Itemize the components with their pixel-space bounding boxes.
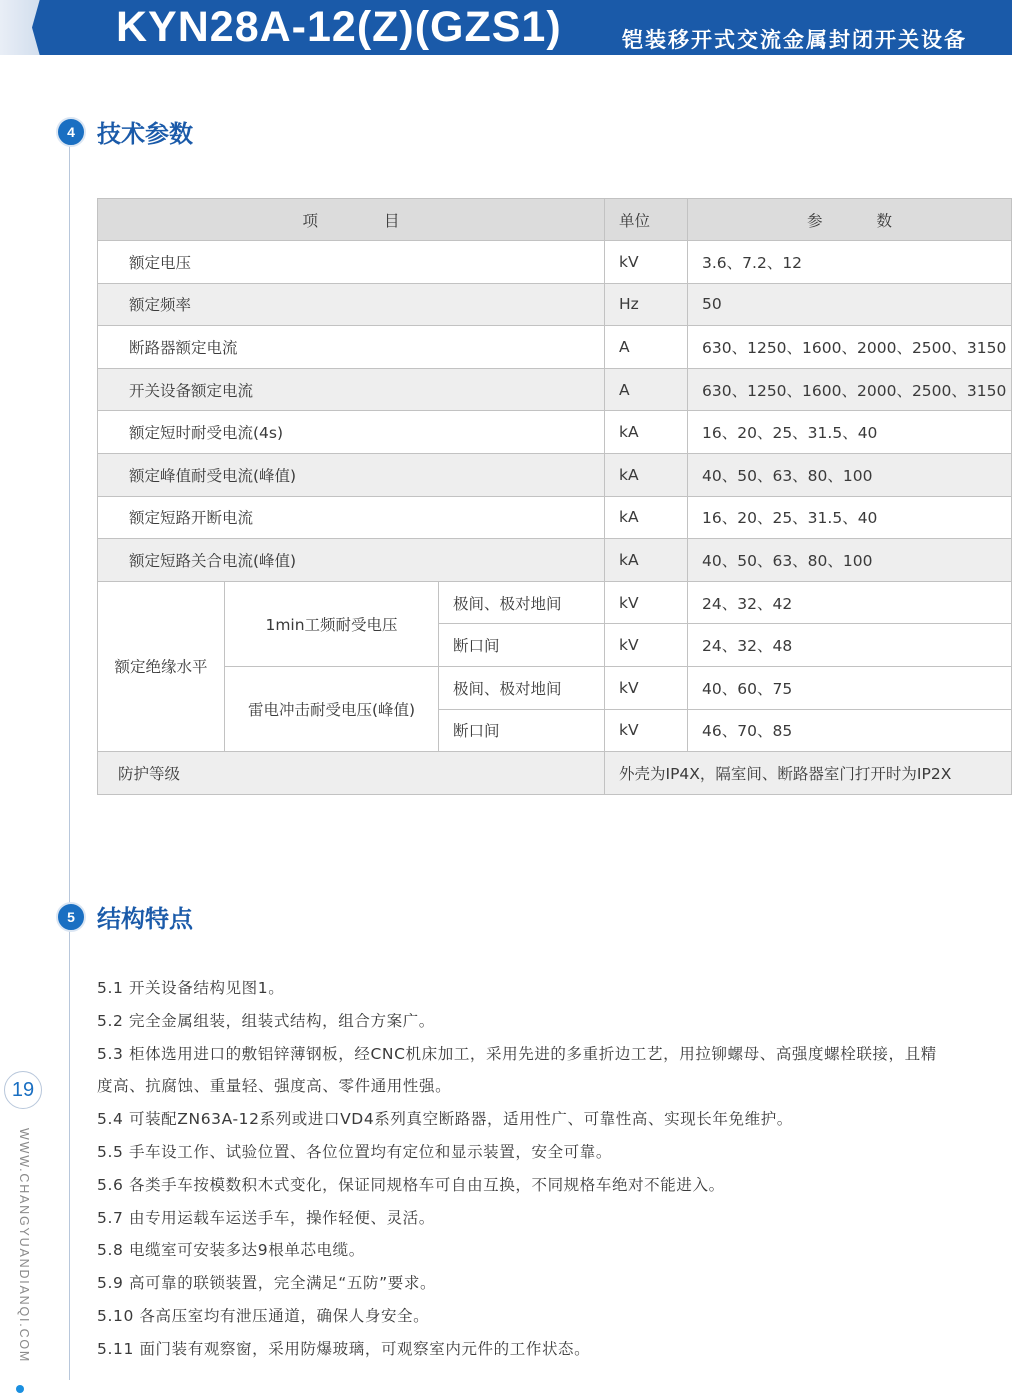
row-value: 3.6、7.2、12 xyxy=(688,241,1012,284)
list-item: 5.11 面门装有观察窗，采用防爆玻璃，可观察室内元件的工作状态。 xyxy=(97,1339,591,1358)
bullet-dot-icon xyxy=(16,1385,24,1393)
row-item: 防护等级 xyxy=(98,752,605,795)
table-row xyxy=(98,453,1012,496)
row-unit: kA xyxy=(605,496,688,539)
row-value: 外壳为IP4X，隔室间、断路器室门打开时为IP2X xyxy=(605,752,1012,795)
table-row xyxy=(98,581,1012,624)
insulation-level-label: 额定绝缘水平 xyxy=(98,581,225,751)
left-vertical-rule xyxy=(69,145,70,1380)
row-value: 40、50、63、80、100 xyxy=(688,453,1012,496)
row-unit: Hz xyxy=(605,283,688,326)
row-item: 额定短时耐受电流(4s) xyxy=(98,411,605,454)
insulation-sub-item: 极间、极对地间 xyxy=(439,666,605,709)
table-row xyxy=(98,368,1012,411)
product-subtitle: 铠装移开式交流金属封闭开关设备 xyxy=(622,28,967,52)
row-unit: kV xyxy=(605,581,688,624)
row-value: 630、1250、1600、2000、2500、3150 xyxy=(688,368,1012,411)
header-params: 参 数 xyxy=(688,199,1012,241)
table-row xyxy=(98,666,1012,709)
insulation-group-label: 雷电冲击耐受电压(峰值) xyxy=(225,666,439,751)
row-value: 50 xyxy=(688,283,1012,326)
row-unit: kV xyxy=(605,624,688,667)
row-value: 16、20、25、31.5、40 xyxy=(688,411,1012,454)
insulation-sub-item: 断口间 xyxy=(439,624,605,667)
table-row xyxy=(98,752,1012,795)
list-item: 5.6 各类手车按模数积木式变化，保证同规格车可自由互换，不同规格车绝对不能进入。 xyxy=(97,1175,725,1194)
header-item: 项 目 xyxy=(98,199,605,241)
list-item: 5.10 各高压室均有泄压通道，确保人身安全。 xyxy=(97,1306,430,1325)
row-unit: kA xyxy=(605,539,688,582)
row-unit: kA xyxy=(605,411,688,454)
row-unit: kV xyxy=(605,241,688,284)
row-value: 16、20、25、31.5、40 xyxy=(688,496,1012,539)
row-unit: A xyxy=(605,368,688,411)
list-item: 度高、抗腐蚀、重量轻、强度高、零件通用性强。 xyxy=(97,1077,452,1096)
insulation-group-label: 1min工频耐受电压 xyxy=(225,581,439,666)
list-item: 5.3 柜体选用进口的敷铝锌薄钢板，经CNC机床加工，采用先进的多重折边工艺，用拉铆螺母、高强度螺栓联接，且精 xyxy=(97,1044,937,1063)
tech-params-table xyxy=(97,198,1012,795)
row-item: 额定短路关合电流(峰值) xyxy=(98,539,605,582)
table-row xyxy=(98,326,1012,369)
row-unit: kA xyxy=(605,453,688,496)
table-row xyxy=(98,411,1012,454)
website-url: WWW.CHANGYUANDIANQI.COM xyxy=(17,1128,31,1364)
header-banner xyxy=(0,0,1012,55)
row-value: 40、50、63、80、100 xyxy=(688,539,1012,582)
row-item: 额定电压 xyxy=(98,241,605,284)
list-item: 5.4 可装配ZN63A-12系列或进口VD4系列真空断路器，适用性广、可靠性高、实现长年免维护。 xyxy=(97,1110,793,1129)
row-item: 断路器额定电流 xyxy=(98,326,605,369)
list-item: 5.5 手车设工作、试验位置、各位位置均有定位和显示装置，安全可靠。 xyxy=(97,1142,612,1161)
structure-features-list xyxy=(97,972,1009,1366)
row-unit: kV xyxy=(605,709,688,752)
row-value: 630、1250、1600、2000、2500、3150 xyxy=(688,326,1012,369)
list-item: 5.1 开关设备结构见图1。 xyxy=(97,979,285,997)
table-row xyxy=(98,283,1012,326)
row-value: 24、32、48 xyxy=(688,624,1012,667)
page-number: 19 xyxy=(4,1071,42,1109)
row-item: 开关设备额定电流 xyxy=(98,368,605,411)
row-item: 额定峰值耐受电流(峰值) xyxy=(98,453,605,496)
row-unit: kV xyxy=(605,666,688,709)
list-item: 5.2 完全金属组装，组装式结构，组合方案广。 xyxy=(97,1011,435,1030)
list-item: 5.8 电缆室可安装多达9根单芯电缆。 xyxy=(97,1241,365,1260)
row-item: 额定短路开断电流 xyxy=(98,496,605,539)
row-unit: A xyxy=(605,326,688,369)
row-value: 40、60、75 xyxy=(688,666,1012,709)
table-row xyxy=(98,496,1012,539)
row-value: 46、70、85 xyxy=(688,709,1012,752)
product-model-title: KYN28A-12(Z)(GZS1) xyxy=(116,3,562,51)
table-row xyxy=(98,539,1012,582)
insulation-sub-item: 极间、极对地间 xyxy=(439,581,605,624)
section-5-number-badge: 5 xyxy=(56,902,86,932)
row-item: 额定频率 xyxy=(98,283,605,326)
list-item: 5.7 由专用运载车运送手车，操作轻便、灵活。 xyxy=(97,1208,435,1227)
header-unit: 单位 xyxy=(605,199,688,241)
list-item: 5.9 高可靠的联锁装置，完全满足“五防”要求。 xyxy=(97,1274,437,1293)
section-4-title: 技术参数 xyxy=(97,120,193,148)
table-header-row xyxy=(98,199,1012,241)
section-5-title: 结构特点 xyxy=(97,905,193,933)
row-value: 24、32、42 xyxy=(688,581,1012,624)
insulation-sub-item: 断口间 xyxy=(439,709,605,752)
table-row xyxy=(98,241,1012,284)
section-4-number-badge: 4 xyxy=(56,117,86,147)
